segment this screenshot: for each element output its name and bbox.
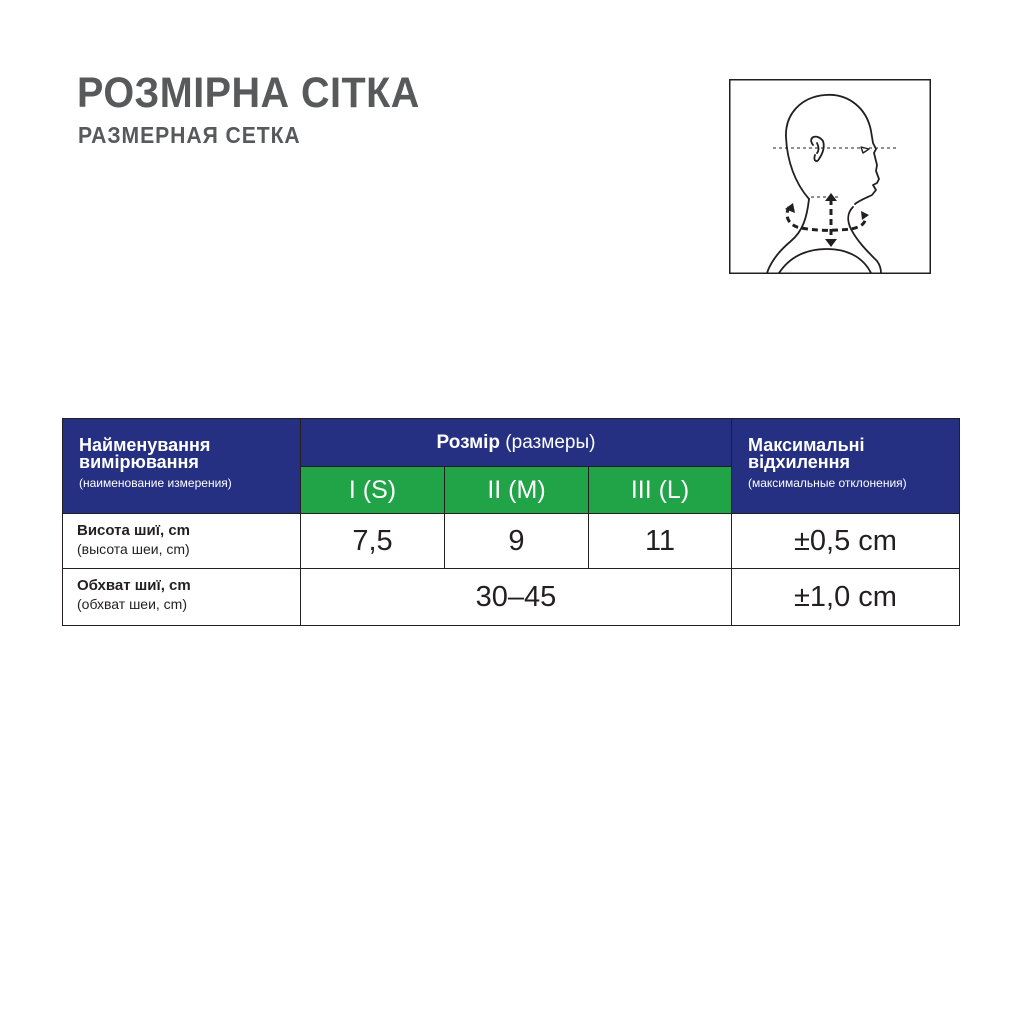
deviation-value: ±1,0 cm	[732, 569, 960, 626]
header-size-main: Розмір	[436, 431, 501, 453]
header-size	[301, 419, 732, 467]
row-label-sub: (обхват шеи, cm)	[77, 596, 188, 612]
header-measurement-name-sub: (наименование измерения)	[79, 476, 232, 490]
value-m: 9	[445, 514, 589, 569]
neck-measurement-icon	[729, 79, 931, 274]
header-size-sub: (размеры)	[505, 431, 596, 453]
page-subtitle: РАЗМЕРНАЯ СЕТКА	[78, 122, 301, 148]
size-label-l: III (L)	[589, 467, 732, 514]
size-label-m: II (M)	[445, 467, 589, 514]
row-label-neck-height	[63, 514, 301, 569]
header-measurement-name-main: Найменування вимірювання	[79, 435, 211, 472]
page-title: РОЗМІРНА СІТКА	[77, 69, 420, 117]
header-deviation-main: Максимальні відхилення	[748, 435, 865, 472]
value-l: 11	[589, 514, 732, 569]
header-deviation	[732, 419, 960, 514]
table-row	[63, 569, 960, 626]
value-s: 7,5	[301, 514, 445, 569]
table-row	[63, 514, 960, 569]
row-label-main: Обхват шиї, cm	[77, 577, 191, 594]
row-label-main: Висота шиї, cm	[77, 522, 190, 539]
header-deviation-sub: (максимальные отклонения)	[748, 476, 907, 490]
value-range: 30–45	[301, 569, 732, 626]
size-table	[62, 418, 960, 626]
size-label-s: I (S)	[301, 467, 445, 514]
deviation-value: ±0,5 cm	[732, 514, 960, 569]
row-label-sub: (высота шеи, cm)	[77, 541, 190, 557]
row-label-neck-circumference	[63, 569, 301, 626]
header-measurement-name	[63, 419, 301, 514]
